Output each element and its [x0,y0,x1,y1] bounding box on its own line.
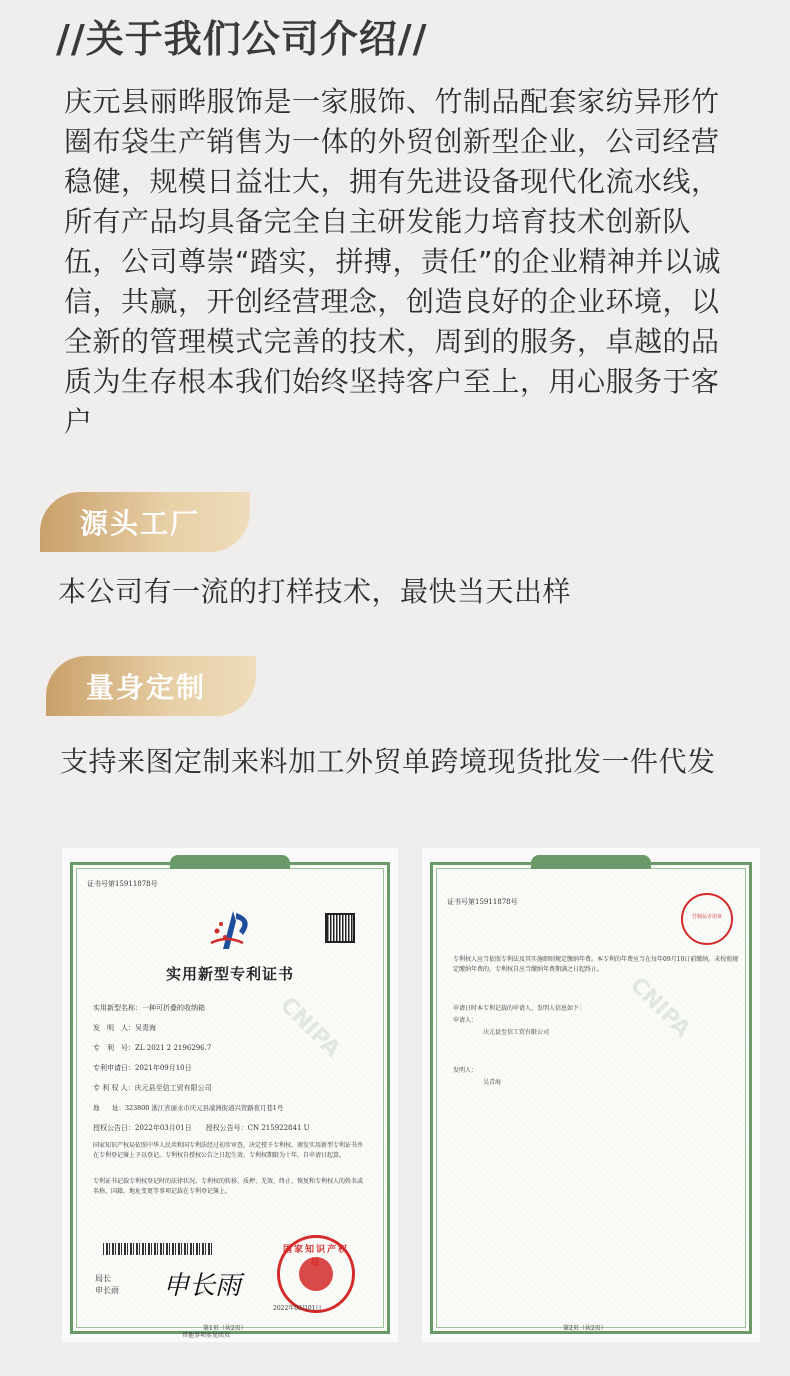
patent-certificate-page2 [422,848,760,1342]
cnipa-logo-icon [209,909,259,953]
seal-text: 国家知识产权 [282,1245,349,1255]
certificate-border [70,862,390,1334]
cert-field-name: 实用新型名称：一种可折叠的收纳箱 [93,1004,205,1012]
cert-field-owner: 专 利 权 人：庆元县至信工贸有限公司 [93,1084,212,1092]
apply-info-label: 申请日时本专利记载的申请人、发明人信息如下： [453,1005,586,1012]
cert-number: 证书号第15911878号 [447,898,518,906]
cert-field-inventor: 发 明 人：吴青海 [93,1024,156,1032]
director-name: 申长雨 [95,1286,119,1295]
applicant-value: 庆元县至信工贸有限公司 [483,1029,550,1036]
border-ornament [170,855,290,869]
cert-field-address: 地 址：323800 浙江省丽水市庆元县濛洲街道兴贸路夜月巷1号 [93,1104,284,1112]
page-number: 第1页（共2页） [203,1325,247,1332]
inventor-label: 发明人： [453,1067,478,1074]
red-seal [681,893,733,945]
cert-field-grant: 授权公告日：2022年03月01日 授权公告号：CN 215922841 U [93,1124,310,1132]
watermark: CNIPA [274,992,345,1063]
seal-date: 2022年03月01日 [273,1305,322,1312]
inventor-value: 吴青海 [483,1079,502,1086]
company-intro: 庆元县丽晔服饰是一家服饰、竹制品配套家纺异形竹圈布袋生产销售为一体的外贸创新型企业，公司经营稳健，规模日益壮大，拥有先进设备现代化流水线，所有产品均具备完全自主研发能力培育技术创新队伍，公司尊崇“踏实，拼搏，责任”的企业精神并以诚信，共赢，开创经营理念，创造良好的企业环境，以全新的管理模式完善的技术，周到的服务，卓越的品质为生存根本我们始终坚持客户至上，用心服务于客户 [64,85,722,438]
cert-title: 实用新型专利证书 [165,965,294,983]
applicant-label: 申请人： [453,1017,478,1024]
qr-code [325,913,355,943]
cert-number: 证书号第15911878号 [87,880,158,888]
page-number: 第2页（共2页） [563,1325,607,1332]
section-text-factory: 本公司有一流的打样技术，最快当天出样 [58,575,572,608]
patent-certificate-page1 [62,848,398,1342]
watermark: CNIPA [624,972,695,1043]
official-seal [277,1235,355,1313]
page-title: //关于我们公司介绍// [56,17,428,61]
seal-text: 竹制品专用章 [691,914,722,920]
cert-field-patent-no: 专 利 号：ZL 2021 2 2196296.7 [93,1044,212,1052]
cert-footer-note: 其他事项参见续页 [182,1332,231,1339]
director-signature: 申长雨 [163,1271,242,1301]
cert-paragraph-1: 国家知识产权局依照中华人民共和国专利法经过初步审查，决定授予专利权，颁发实用新型专利证书并在专利登记簿上予以登记。专利权自授权公告之日起生效。专利权期限为十年，自申请日起算。 [93,1142,364,1159]
barcode [103,1243,213,1255]
director-title: 局长 [95,1274,111,1283]
cert-paragraph-2: 专利证书记载专利权登记时的法律状况。专利权的转移、质押、无效、终止、恢复和专利权人的姓名或名称、国籍、地址变更等事项记载在专利登记簿上。 [93,1178,364,1195]
section-tag-custom: 量身定制 [46,656,256,716]
certificate-border [430,862,752,1334]
section-text-custom: 支持来图定制来料加工外贸单跨境现货批发一件代发 [60,745,716,778]
border-ornament [531,855,651,869]
fee-paragraph: 专利权人应当依照专利法及其实施细则规定缴纳年费。本专利的年费应当在每年09月10日前缴纳。未按照规定缴纳年费的，专利权自应当缴纳年费期满之日起终止。 [453,956,739,973]
section-tag-factory: 源头工厂 [40,492,250,552]
national-emblem-icon [299,1257,333,1291]
cert-field-apply-date: 专利申请日：2021年09月10日 [93,1064,192,1072]
